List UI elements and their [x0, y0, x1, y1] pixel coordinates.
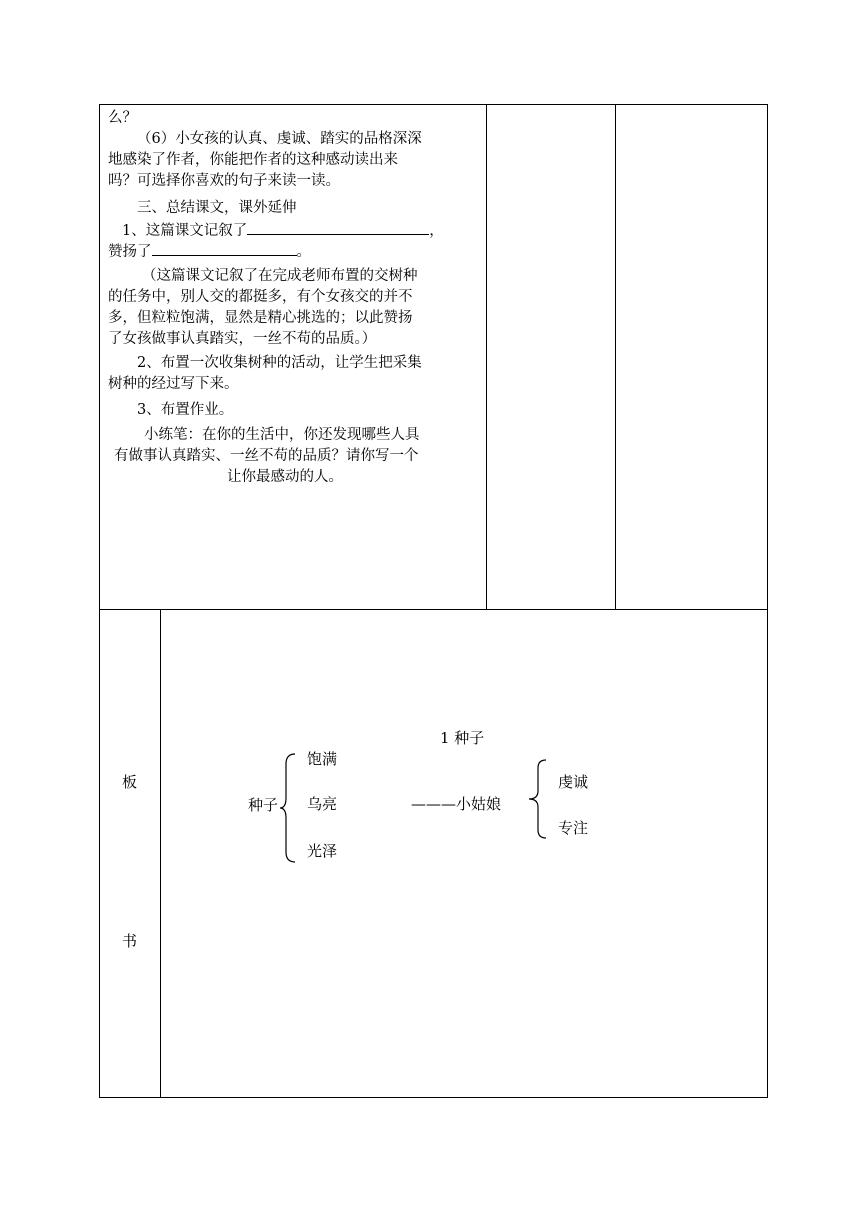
text-line: 了女孩做事认真踏实，一丝不苟的品质。） — [108, 331, 377, 347]
right-brace-icon — [526, 758, 548, 840]
table-bottom-border — [99, 1097, 768, 1098]
text-line: 地感染了作者，你能把作者的这种感动读出来 — [108, 152, 398, 168]
table-left-border — [99, 104, 100, 1098]
text-line: 2、布置一次收集树种的活动，让学生把采集 — [137, 355, 422, 371]
branch-item: 乌亮 — [307, 795, 338, 813]
text-line: 树种的经过写下来。 — [108, 376, 239, 392]
text-line: 让你最感动的人。 — [227, 469, 343, 485]
fill-prompt-2: 赞扬了 — [108, 244, 152, 260]
board-label-bottom: 书 — [122, 932, 138, 950]
table-top-border — [99, 104, 768, 105]
text-line: 小练笔：在你的生活中，你还发现哪些人具 — [144, 427, 420, 443]
column-divider-2 — [615, 104, 616, 610]
branch-item: 饱满 — [307, 750, 338, 768]
text-line: 多，但粒粒饱满，显然是精心挑选的；以此赞扬 — [108, 310, 413, 326]
text-line: 三、总结课文，课外延伸 — [137, 200, 297, 216]
text-line: 3、布置作业。 — [137, 402, 234, 418]
fill-prompt-1: 1、这篇课文记叙了 — [122, 223, 248, 239]
table-right-border — [767, 104, 768, 1098]
text-line: 有做事认真踏实、一丝不苟的品质？请你写一个 — [114, 448, 419, 464]
answer-blank-1 — [247, 220, 429, 235]
fill-punct-2: 。 — [296, 244, 311, 260]
fill-line-1 — [108, 220, 494, 242]
text-line: 吗？可选择你喜欢的句子来读一读。 — [108, 173, 340, 189]
left-brace-icon — [278, 752, 298, 864]
trait-item: 虔诚 — [558, 773, 589, 791]
trait-item: 专注 — [558, 819, 589, 837]
table-middle-border — [99, 609, 768, 610]
board-title: 1 种子 — [440, 729, 485, 747]
text-line: （这篇课文记叙了在完成老师布置的交树种 — [142, 268, 418, 284]
fill-punct-1: ， — [429, 223, 444, 239]
text-line: 么？ — [108, 110, 137, 126]
text-line: （6）小女孩的认真、虔诚、踏实的品格深深 — [137, 131, 422, 147]
fill-line-2 — [108, 241, 480, 263]
branch-item: 光泽 — [307, 842, 338, 860]
text-line: 的任务中，别人交的都挺多，有个女孩交的并不 — [108, 289, 413, 305]
answer-blank-2 — [152, 241, 297, 256]
board-label-divider — [160, 609, 161, 1098]
board-link: ———小姑娘 — [411, 795, 502, 813]
board-label-top: 板 — [122, 773, 138, 791]
board-root: 种子 — [248, 796, 279, 814]
